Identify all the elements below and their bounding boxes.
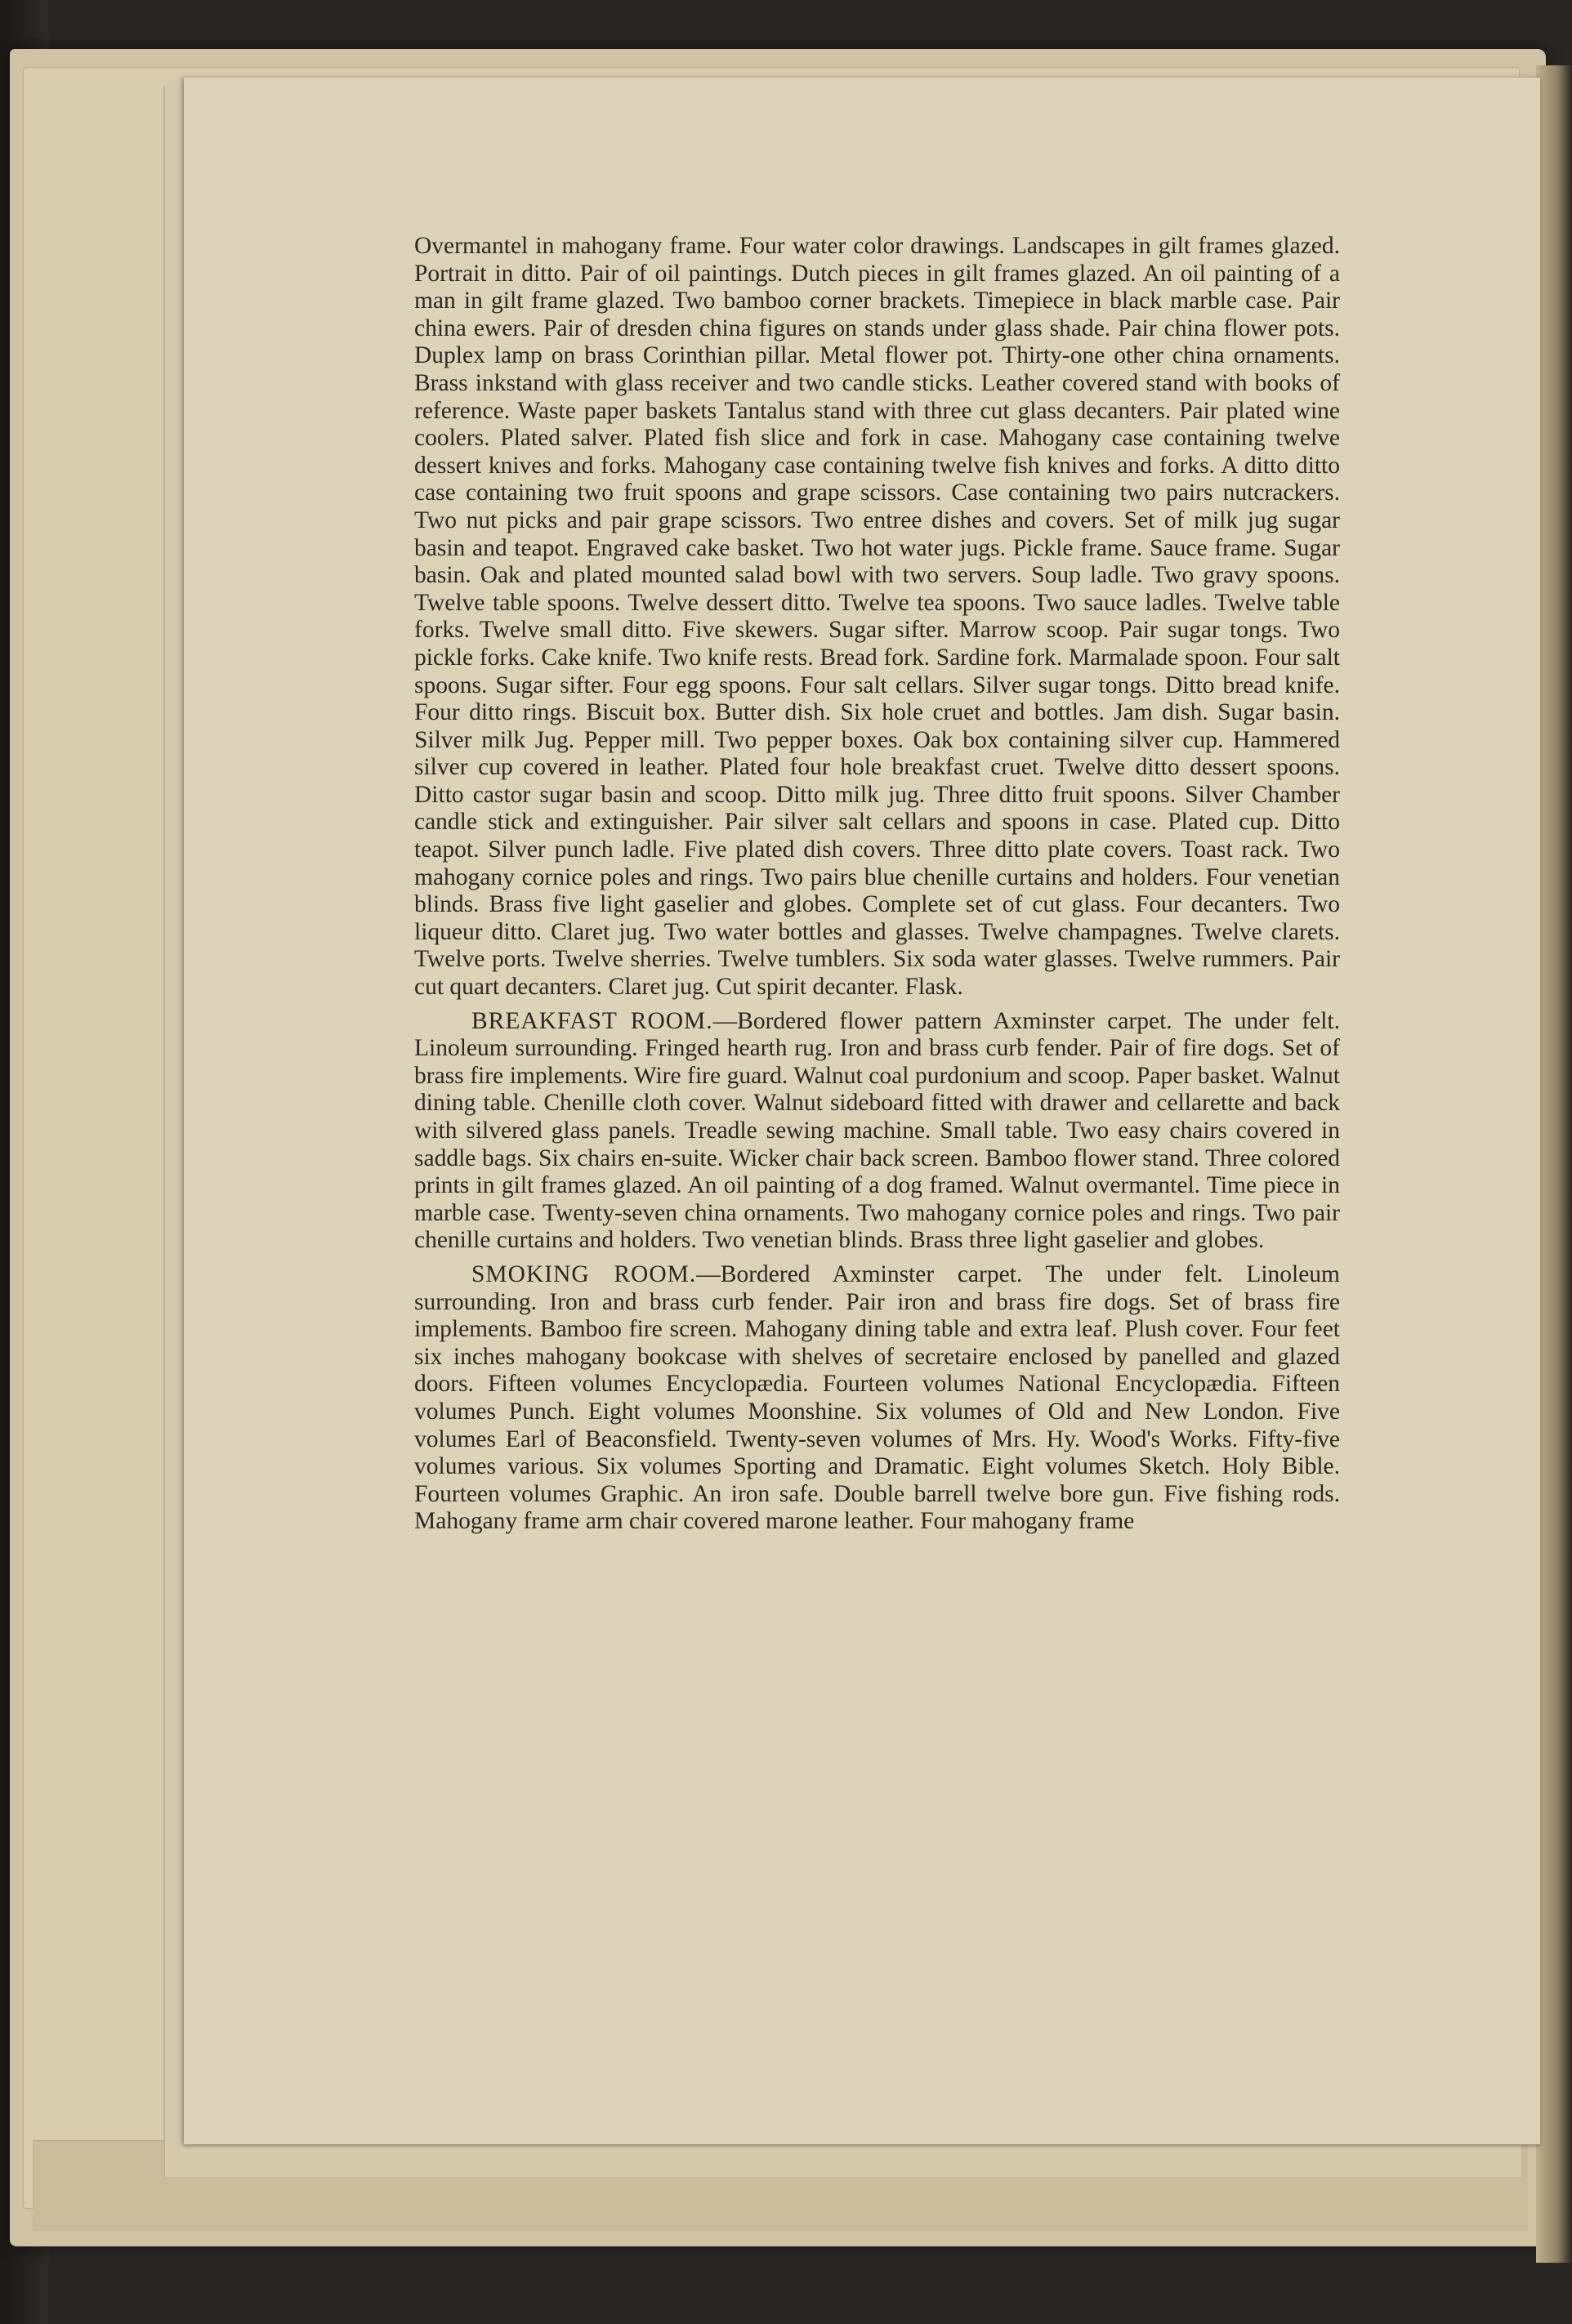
room-heading: SMOKING ROOM. [471,1260,697,1287]
room-heading: BREAKFAST ROOM. [471,1007,713,1034]
paragraph-text: Overmantel in mahogany frame. Four water color drawings. Landscapes in gilt frames glazed. Portrait in ditto. Pair of oil paintings. Dutch pieces in gilt frames glazed. An oil painting of a man in gilt frame glazed. Two bamboo corner brackets. Timepiece in black marble case. Pair china ewers. Pair of dresden china figures on stands under glass shade. Pair china flower pots. Duplex lamp on brass Corinthian pillar. Metal flower pot. Thirty-one other china ornaments. Brass inkstand with glass receiver and two candle sticks. Leather covered stand with books of reference. Waste paper baskets Tantalus stand with three cut glass decanters. Pair plated wine coolers. Plated salver. Plated fish slice and fork in case. Mahogany case containing twelve dessert knives and forks. Mahogany case containing twelve fish knives and forks. A ditto ditto case containing two fruit spoons and grape scissors. Case containing two pairs nutcrackers. Two nut picks and pair grape scissors. Two entree dishes and covers. Set of milk jug sugar basin and teapot. Engraved cake basket. Two hot water jugs. Pickle frame. Sauce frame. Sugar basin. Oak and plated mounted salad bowl with two servers. Soup ladle. Two gravy spoons. Twelve table spoons. Twelve dessert ditto. Twelve tea spoons. Two sauce ladles. Twelve table forks. Twelve small ditto. Five skewers. Sugar sifter. Marrow scoop. Pair sugar tongs. Two pickle forks. Cake knife. Two knife rests. Bread fork. Sardine fork. Marmalade spoon. Four salt spoons. Sugar sifter. Four egg spoons. Four salt cellars. Silver sugar tongs. Ditto bread knife. Four ditto rings. Biscuit box. Butter dish. Six hole cruet and bottles. Jam dish. Sugar basin. Silver milk Jug. Pepper mill. Two pepper boxes. Oak box containing silver cup. Hammered silver cup covered in leather. Plated four hole breakfast cruet. Twelve ditto dessert spoons. Ditto castor sugar basin and scoop. Ditto milk jug. Three ditto fruit spoons. Silver Chamber candle stick and extinguisher. Pair silver salt cellars and spoons in case. Plated cup. Ditto teapot. Silver punch ladle. Five plated dish covers. Three ditto plate covers. Toast rack. Two mahogany cornice poles and rings. Two pairs blue chenille curtains and holders. Four venetian blinds. Brass five light gaselier and globes. Complete set of cut glass. Four decanters. Two liqueur ditto. Claret jug. Two water bottles and glasses. Twelve champagnes. Twelve clarets. Twelve ports. Twelve sherries. Twelve tumblers. Six soda water glasses. Twelve rummers. Pair cut quart decanters. Claret jug. Cut spirit decanter. Flask. [414,233,1340,1001]
paragraph-breakfast-room [414,1008,1340,1255]
inventory-text [414,233,1340,1536]
paragraph-text: —Bordered flower pattern Axminster carpet. The under felt. Linoleum surrounding. Fringed hearth rug. Iron and brass curb fender. Pair of fire dogs. Set of brass fire implements. Wire fire guard. Walnut coal purdonium and scoop. Paper basket. Walnut dining table. Chenille cloth cover. Walnut sideboard fitted with drawer and cellarette and back with silvered glass panels. Treadle sewing machine. Small table. Two easy chairs covered in saddle bags. Six chairs en-suite. Wicker chair back screen. Bamboo flower stand. Three colored prints in gilt frames glazed. An oil painting of a dog framed. Walnut overmantel. Time piece in marble case. Twenty-seven china ornaments. Two mahogany cornice poles and rings. Two pair chenille curtains and holders. Two venetian blinds. Brass three light gaselier and globes. [414,1007,1340,1254]
paragraph-smoking-room [414,1261,1340,1536]
page-edge-right [1536,65,1572,2263]
paragraph-dining-items [414,233,1340,1001]
paragraph-text: —Bordered Axminster carpet. The under felt. Linoleum surrounding. Iron and brass curb fender. Pair iron and brass fire dogs. Set of brass fire implements. Bamboo fire screen. Mahogany dining table and extra leaf. Plush cover. Four feet six inches mahogany bookcase with shelves of secretaire enclosed by panelled and glazed doors. Fifteen volumes Encyclopædia. Fourteen volumes National Encyclopædia. Fifteen volumes Punch. Eight volumes Moonshine. Six volumes of Old and New London. Five volumes Earl of Beaconsfield. Twenty-seven volumes of Mrs. Hy. Wood's Works. Fifty-five volumes various. Six volumes Sporting and Dramatic. Eight volumes Sketch. Holy Bible. Fourteen volumes Graphic. An iron safe. Double barrell twelve bore gun. Five fishing rods. Mahogany frame arm chair covered marone leather. Four mahogany frame [414,1260,1340,1535]
